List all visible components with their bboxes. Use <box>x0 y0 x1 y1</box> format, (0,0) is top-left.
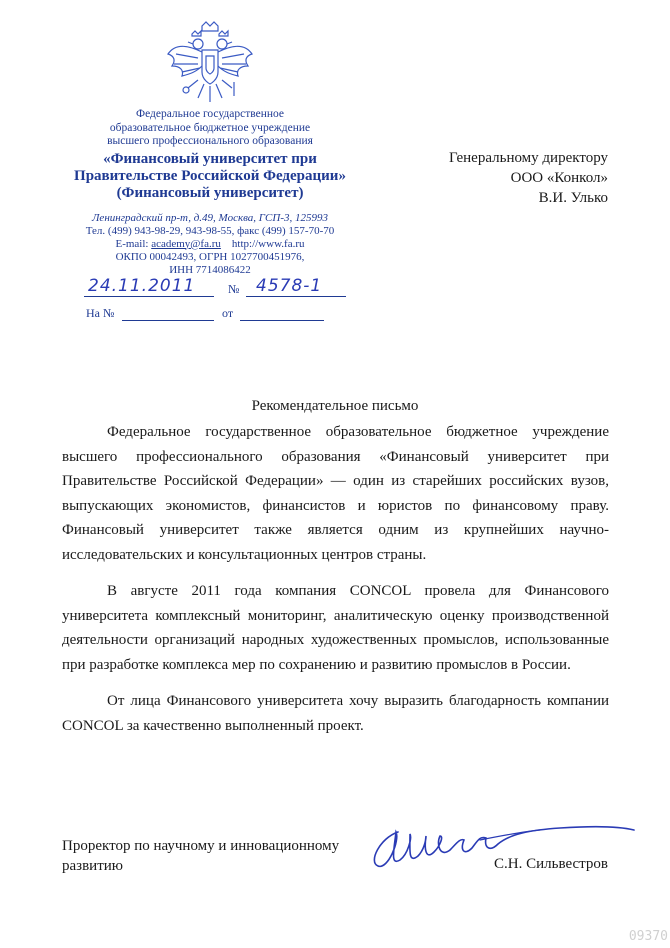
addressee-name: В.И. Улько <box>538 190 608 206</box>
double-headed-eagle-emblem-icon <box>162 20 258 106</box>
signer-position-line: развитию <box>62 858 123 874</box>
body-paragraph: От лица Финансового университета хочу выразить благодарность компании CONCOL за качественно выполненный проект. <box>62 693 609 734</box>
letter-title: Рекомендательное письмо <box>251 398 419 414</box>
org-okpo: ОКПО 00042493, ОГРН 1027700451976, <box>115 250 305 263</box>
date-underline <box>84 296 214 297</box>
ref-number-label: № <box>228 282 240 296</box>
signer-position <box>62 836 339 876</box>
ref-on-label: На № <box>86 306 115 320</box>
org-type-line: образовательное бюджетное учреждение <box>109 121 311 134</box>
website-link[interactable]: http://www.fa.ru <box>231 237 305 250</box>
scan-watermark: 09370 <box>628 929 668 944</box>
email-link[interactable]: academy@fa.ru <box>151 237 221 250</box>
body-paragraph: В августе 2011 года компания CONCOL провела для Финансового университета комплексный мониторинг, аналитическую оценку производственной деятельности организаций народных художественных промыслов, использованные при разработке комплекса мер по сохранению и развитию промыслов в России. <box>62 583 609 673</box>
addressee <box>449 148 608 208</box>
org-short-name: (Финансовый университет) <box>116 184 304 201</box>
incoming-number-underline <box>122 320 214 321</box>
incoming-reference <box>78 302 368 324</box>
org-name-line: Правительстве Российской Федерации» <box>74 167 346 184</box>
signer-position-line: Проректор по научному и инновационному <box>62 838 340 854</box>
letter-body <box>62 420 609 750</box>
org-address: Ленинградский пр-т, д.49, Москва, ГСП-3, 125993 <box>91 211 328 224</box>
outgoing-reference <box>78 278 368 300</box>
addressee-position: Генеральному директору <box>448 150 608 166</box>
addressee-company: ООО «Конкол» <box>510 170 608 186</box>
org-type-line: Федеральное государственное <box>135 108 284 120</box>
org-phones: Тел. (499) 943-98-29, 943-98-55, факс (499) 157-70-70 <box>85 224 335 237</box>
body-paragraph: Федеральное государственное образовательное бюджетное учреждение высшего профессионального образования «Финансовый университет при Правительстве Российской Федерации» — один из старейших российских вузов, выпускающих экономистов, финансистов и юристов по финансовому праву. Финансовый университет также является одним из крупнейших научно-исследовательских и консультационных центров страны. <box>62 424 609 563</box>
ref-number: 4578-1 <box>256 276 323 296</box>
ref-date: 24.11.2011 <box>88 276 196 296</box>
incoming-date-underline <box>240 320 324 321</box>
org-email-web <box>60 238 360 251</box>
org-contacts <box>60 212 360 277</box>
org-type-line: высшего профессионального образования <box>107 135 313 147</box>
number-underline <box>246 296 346 297</box>
org-inn: ИНН 7714086422 <box>169 263 251 276</box>
letterhead <box>60 20 360 277</box>
org-name-line: «Финансовый университет при <box>103 150 317 167</box>
email-label: E-mail: <box>115 237 149 250</box>
signer-name: С.Н. Сильвестров <box>494 856 608 872</box>
ref-from-label: от <box>222 306 234 320</box>
